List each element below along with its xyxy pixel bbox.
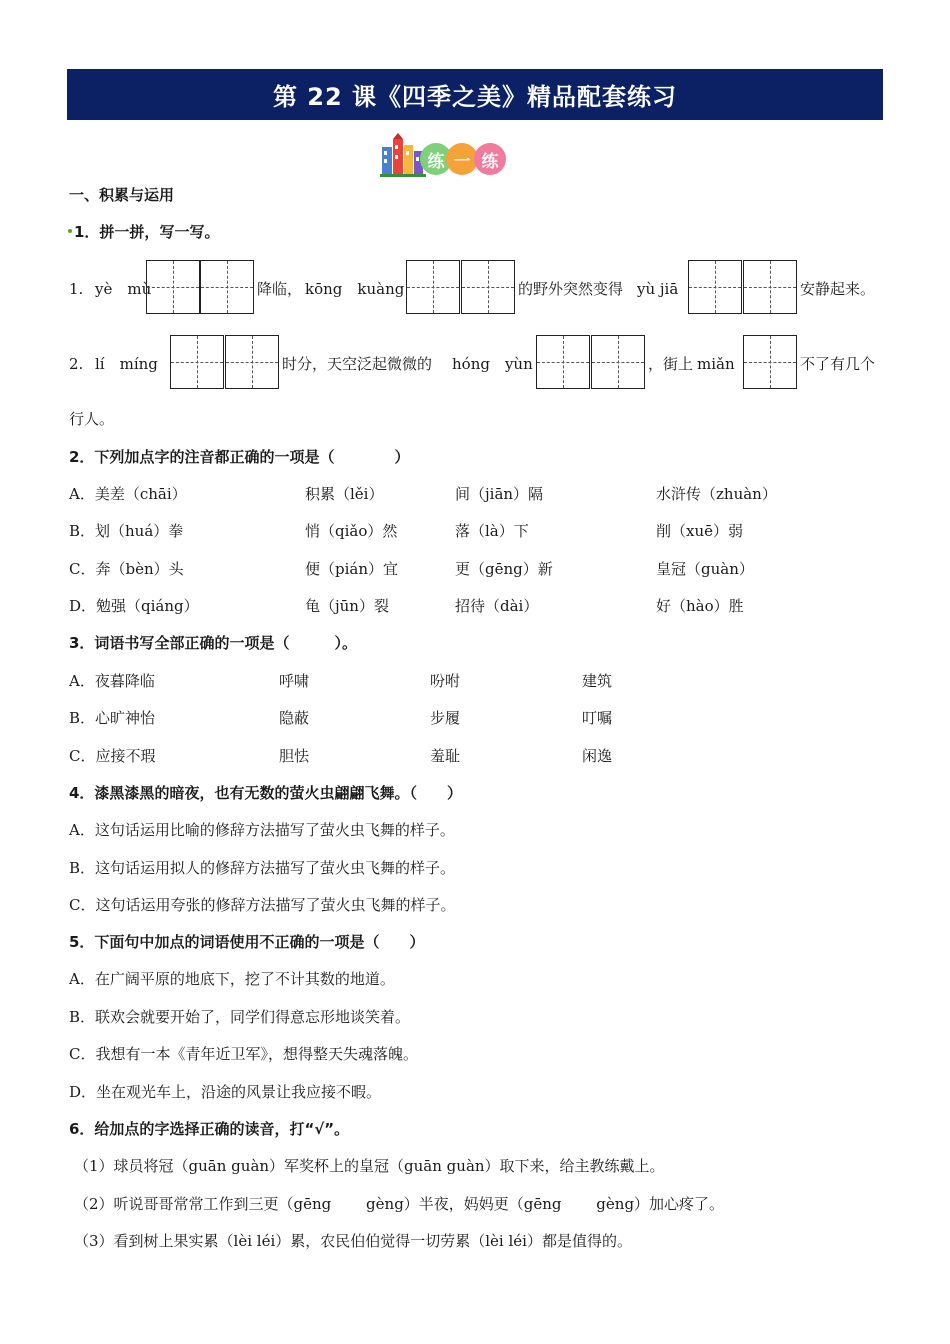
- writing-box[interactable]: [200, 260, 254, 314]
- q6-heading: 6．给加点的字选择正确的读音，打“√”。: [69, 1120, 350, 1138]
- q6-item-3: （3）看到树上果实累（lèi léi）累，农民伯伯觉得一切劳累（lèi léi）都是值得的。: [74, 1232, 632, 1250]
- writing-box[interactable]: [146, 260, 200, 314]
- q1-line1-text-1: 降临，: [257, 280, 303, 298]
- q3-option-a-2: 呼啸: [279, 672, 310, 690]
- q2-option-d-3: 招待（dài）: [455, 597, 539, 615]
- badge-char-2: 一: [446, 143, 478, 175]
- q2-option-d-2: 龟（jūn）裂: [305, 597, 389, 615]
- writing-box[interactable]: [225, 335, 279, 389]
- q1-line1-number: 1.: [69, 280, 84, 298]
- q2-option-a-1: A．美差（chāi）: [69, 485, 187, 503]
- q4-option-b: B．这句话运用拟人的修辞方法描写了萤火虫飞舞的样子。: [69, 859, 456, 877]
- q3-option-b-2: 隐蔽: [279, 709, 310, 727]
- q1-line2-pinyin-2: hóng yùn: [452, 355, 533, 373]
- writing-box[interactable]: [743, 260, 797, 314]
- q4-option-c: C．这句话运用夸张的修辞方法描写了萤火虫飞舞的样子。: [69, 896, 456, 914]
- badge-char-3: 练: [474, 143, 506, 175]
- q2-option-b-3: 落（là）下: [455, 522, 529, 540]
- school-building-icon: [380, 133, 426, 177]
- page-title: 第 22 课《四季之美》精品配套练习: [67, 69, 883, 120]
- q2-heading: 2．下列加点字的注音都正确的一项是（ ）: [69, 448, 410, 466]
- q3-option-c-3: 羞耻: [430, 747, 461, 765]
- q1-line2-number: 2.: [69, 355, 84, 373]
- q1-line1-text-3: 安静起来。: [800, 280, 876, 298]
- q2-option-b-1: B．划（huá）拳: [69, 522, 184, 540]
- section-heading: 一、积累与运用: [69, 186, 175, 204]
- q3-option-a-3: 吩咐: [430, 672, 461, 690]
- badge-char-1: 练: [420, 143, 452, 175]
- q3-option-b-3: 步履: [430, 709, 461, 727]
- q2-option-a-3: 间（jiān）隔: [455, 485, 544, 503]
- q1-line1-pinyin-1: yè mù: [95, 280, 152, 298]
- q2-option-c-2: 便（pián）宜: [305, 560, 399, 578]
- q3-option-c-4: 闲逸: [582, 747, 613, 765]
- q1-line2-pinyin-1: lí míng: [95, 355, 158, 373]
- q1-line2-text-1: 时分，天空泛起微微的: [282, 355, 433, 373]
- writing-box[interactable]: [743, 335, 797, 389]
- q1-line1-pinyin-3: yù jiā: [637, 280, 679, 298]
- q3-option-b-1: B．心旷神怡: [69, 709, 156, 727]
- q2-option-c-3: 更（gēng）新: [455, 560, 553, 578]
- q2-option-c-4: 皇冠（guàn）: [656, 560, 754, 578]
- q1-line3: 行人。: [69, 410, 115, 428]
- marker-dot: [68, 229, 72, 233]
- q2-option-d-4: 好（hào）胜: [656, 597, 744, 615]
- q6-item-1: （1）球员将冠（guān guàn）军奖杯上的皇冠（guān guàn）取下来，给主教练戴上。: [74, 1157, 665, 1175]
- q3-option-c-1: C．应接不瑕: [69, 747, 156, 765]
- writing-box[interactable]: [591, 335, 645, 389]
- q5-option-a: A．在广阔平原的地底下，挖了不计其数的地道。: [69, 970, 395, 988]
- writing-box[interactable]: [688, 260, 742, 314]
- q4-heading: 4．漆黑漆黑的暗夜，也有无数的萤火虫翩翩飞舞。（ ）: [69, 784, 462, 802]
- q1-line2-pinyin-3: miǎn: [697, 355, 735, 373]
- writing-box[interactable]: [536, 335, 590, 389]
- q2-option-a-2: 积累（lěi）: [305, 485, 384, 503]
- q3-heading: 3．词语书写全部正确的一项是（ ）。: [69, 634, 357, 652]
- q5-option-b: B．联欢会就要开始了，同学们得意忘形地谈笑着。: [69, 1008, 411, 1026]
- writing-box[interactable]: [170, 335, 224, 389]
- q1-heading: 1．拼一拼，写一写。: [74, 223, 220, 241]
- q3-option-b-4: 叮嘱: [582, 709, 613, 727]
- q5-option-d: D．坐在观光车上，沿途的风景让我应接不暇。: [69, 1083, 382, 1101]
- writing-box[interactable]: [406, 260, 460, 314]
- q1-line1-pinyin-2: kōng kuàng: [305, 280, 405, 298]
- q6-item-2: （2）听说哥哥常常工作到三更（gēng gèng）半夜，妈妈更（gēng gèng）加心疼了。: [74, 1195, 725, 1213]
- q5-heading: 5．下面句中加点的词语使用不正确的一项是（ ）: [69, 933, 425, 951]
- practice-badge: [380, 133, 512, 177]
- q1-line2-text-2: ，街上: [648, 355, 694, 373]
- q1-line2-text-3: 不了有几个: [800, 355, 876, 373]
- q1-line1-text-2: 的野外突然变得: [518, 280, 624, 298]
- q4-option-a: A．这句话运用比喻的修辞方法描写了萤火虫飞舞的样子。: [69, 821, 455, 839]
- q5-option-c: C．我想有一本《青年近卫军》，想得整天失魂落魄。: [69, 1045, 418, 1063]
- q3-option-a-1: A．夜暮降临: [69, 672, 155, 690]
- q2-option-c-1: C．奔（bèn）头: [69, 560, 184, 578]
- q2-option-b-2: 悄（qiǎo）然: [305, 522, 398, 540]
- writing-box[interactable]: [461, 260, 515, 314]
- q3-option-c-2: 胆怯: [279, 747, 310, 765]
- q2-option-d-1: D．勉强（qiáng）: [69, 597, 199, 615]
- q2-option-a-4: 水浒传（zhuàn）: [656, 485, 777, 503]
- q3-option-a-4: 建筑: [582, 672, 613, 690]
- q2-option-b-4: 削（xuē）弱: [656, 522, 743, 540]
